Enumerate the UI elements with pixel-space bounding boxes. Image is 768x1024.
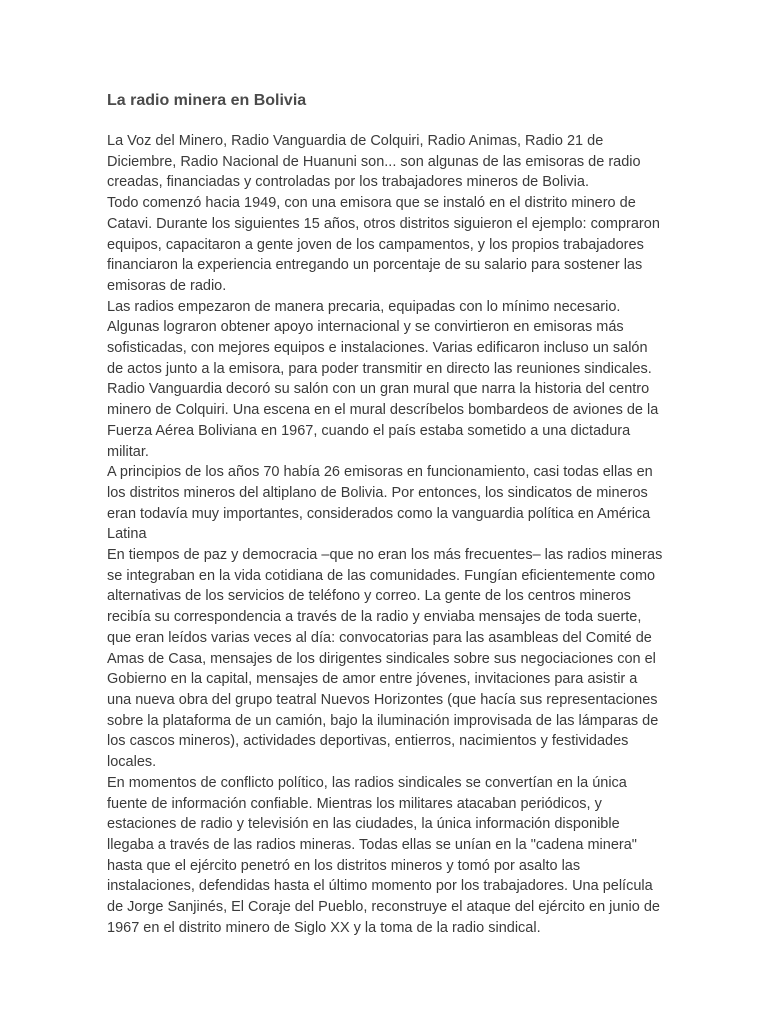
paragraph: La Voz del Minero, Radio Vanguardia de Colquiri, Radio Animas, Radio 21 de Diciembre, Radio Nacional de Huanuni son... son algunas de las emisoras de radio creadas, financiadas y controladas por los trabajadores mineros de Bolivia. [107,133,641,191]
paragraph: En momentos de conflicto político, las radios sindicales se convertían en la única fuente de información confiable. Mientras los militares atacaban periódicos, y estaciones de radio y televisión en las ciudades, la única información disponible llegaba a través de las radios mineras. Todas ellas se unían en la "cadena minera" hasta que el ejército penetró en los distritos mineros y tomó por asalto las instalaciones, defendidas hasta el último momento por los trabajadores. Una película de Jorge Sanjinés, El Coraje del Pueblo, reconstruye el ataque del ejército en junio de 1967 en el distrito minero de Siglo XX y la toma de la radio sindical. [107,774,660,936]
paragraph: En tiempos de paz y democracia –que no eran los más frecuentes– las radios mineras se integraban en la vida cotidiana de las comunidades. Fungían eficientemente como alternativas de los servicios de teléfono y correo. La gente de los centros mineros recibía su correspondencia a través de la radio y enviaba mensajes de toda suerte, que eran leídos varias veces al día: convocatorias para las asambleas del Comité de Amas de Casa, mensajes de los dirigentes sindicales sobre sus negociaciones con el Gobierno en la capital, mensajes de amor entre jóvenes, invitaciones para asistir a una nueva obra del grupo teatral Nuevos Horizontes (que hacía sus representaciones sobre la plataforma de un camión, bajo la iluminación improvisada de las lámparas de los cascos mineros), actividades deportivas, entierros, nacimientos y festividades locales. [107,547,663,771]
paragraph: Todo comenzó hacia 1949, con una emisora que se instaló en el distrito minero de Catavi. Durante los siguientes 15 años, otros distritos siguieron el ejemplo: compraron equipos, capacitaron a gente joven de los campamentos, y los propios trabajadores financiaron la experiencia entregando un porcentaje de su salario para sostener las emisoras de radio. [107,195,660,294]
paragraph: Las radios empezaron de manera precaria, equipadas con lo mínimo necesario. Algunas lograron obtener apoyo internacional y se convirtieron en emisoras más sofisticadas, con mejores equipos e instalaciones. Varias edificaron incluso un salón de actos junto a la emisora, para poder transmitir en directo las reuniones sindicales. Radio Vanguardia decoró su salón con un gran mural que narra la historia del centro minero de Colquiri. Una escena en el mural descríbelos bombardeos de aviones de la Fuerza Aérea Boliviana en 1967, cuando el país estaba sometido a una dictadura militar. [107,298,659,460]
document-title: La radio minera en Bolivia [107,92,307,109]
paragraph: A principios de los años 70 había 26 emisoras en funcionamiento, casi todas ellas en los distritos mineros del altiplano de Bolivia. Por entonces, los sindicatos de mineros eran todavía muy importantes, considerados como la vanguardia política en América Latina [107,464,653,543]
document-page [107,90,663,938]
